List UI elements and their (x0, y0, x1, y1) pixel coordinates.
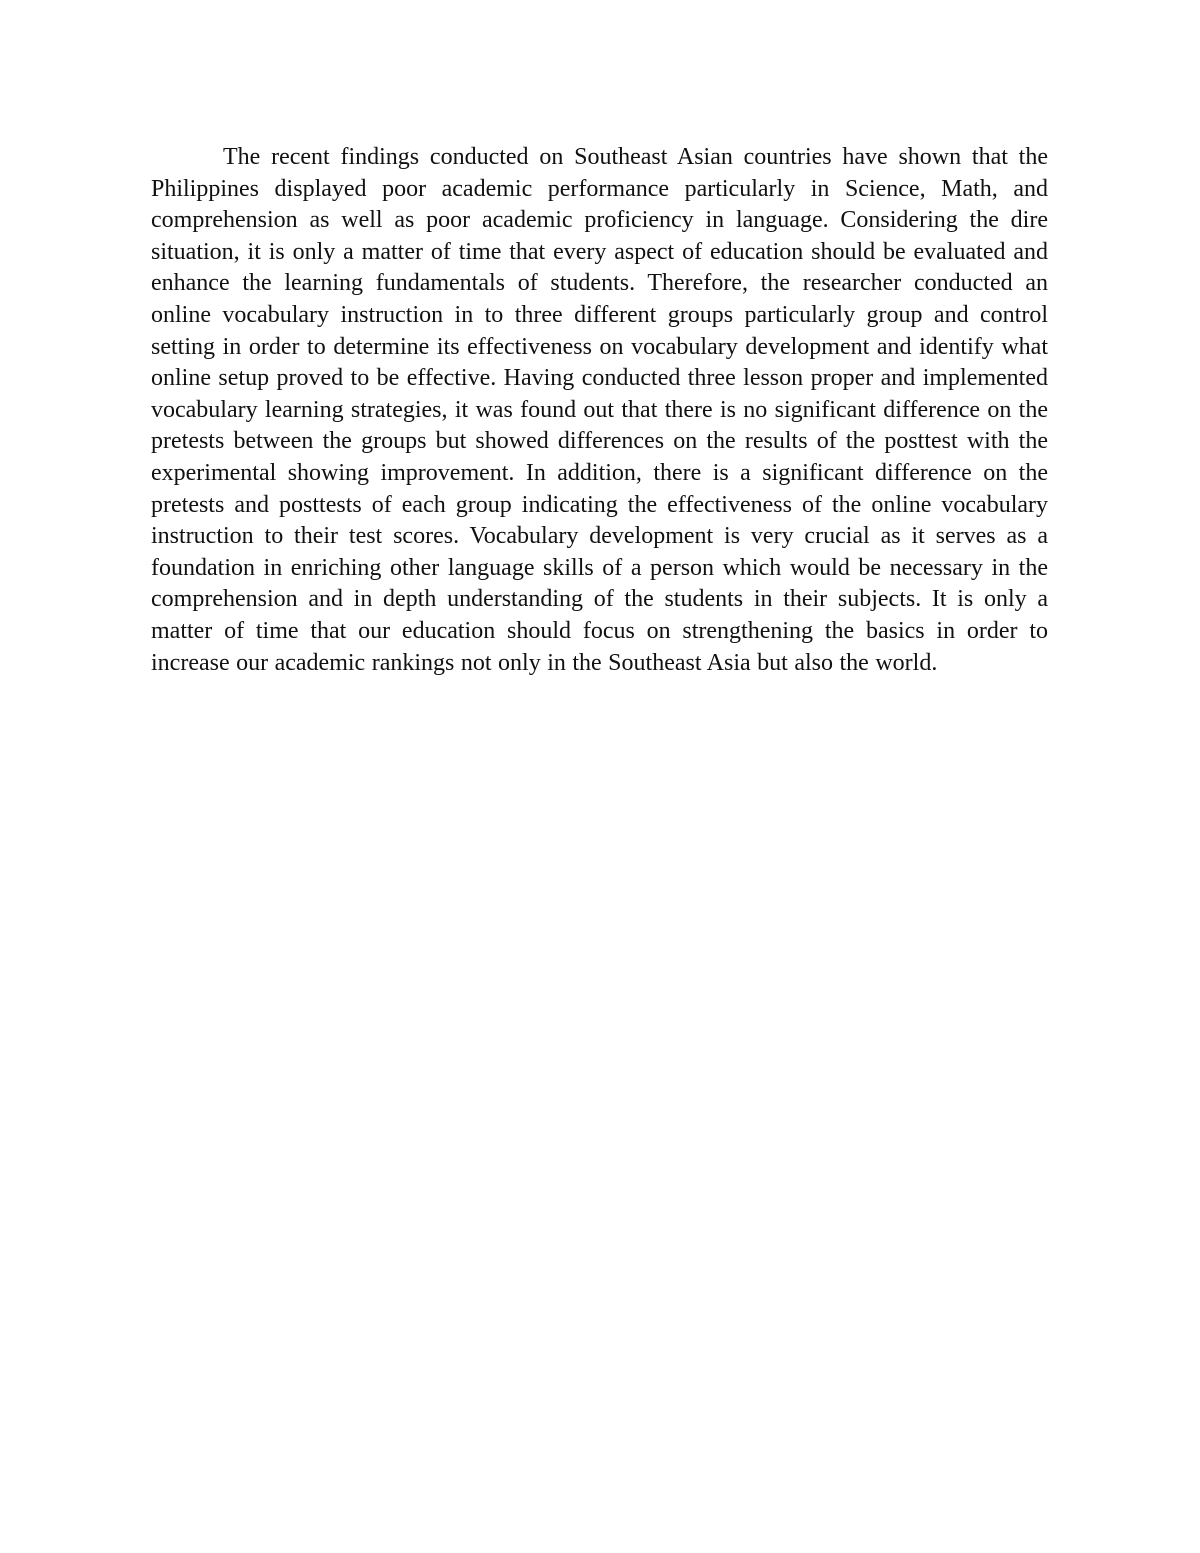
body-paragraph: The recent findings conducted on Southeast Asian countries have shown that the Philippines displayed poor academic performance particularly in Science, Math, and comprehension as well as poor academic proficiency in language. Considering the dire situation, it is only a matter of time that every aspect of education should be evaluated and enhance the learning fundamentals of students. Therefore, the researcher conducted an online vocabulary instruction in to three different groups particularly group and control setting in order to determine its effectiveness on vocabulary development and identify what online setup proved to be effective. Having conducted three lesson proper and implemented vocabulary learning strategies, it was found out that there is no significant difference on the pretests between the groups but showed differences on the results of the posttest with the experimental showing improvement. In addition, there is a significant difference on the pretests and posttests of each group indicating the effectiveness of the online vocabulary instruction to their test scores. Vocabulary development is very crucial as it serves as a foundation in enriching other language skills of a person which would be necessary in the comprehension and in depth understanding of the students in their subjects. It is only a matter of time that our education should focus on strengthening the basics in order to increase our academic rankings not only in the Southeast Asia but also the world. (151, 144, 1048, 676)
